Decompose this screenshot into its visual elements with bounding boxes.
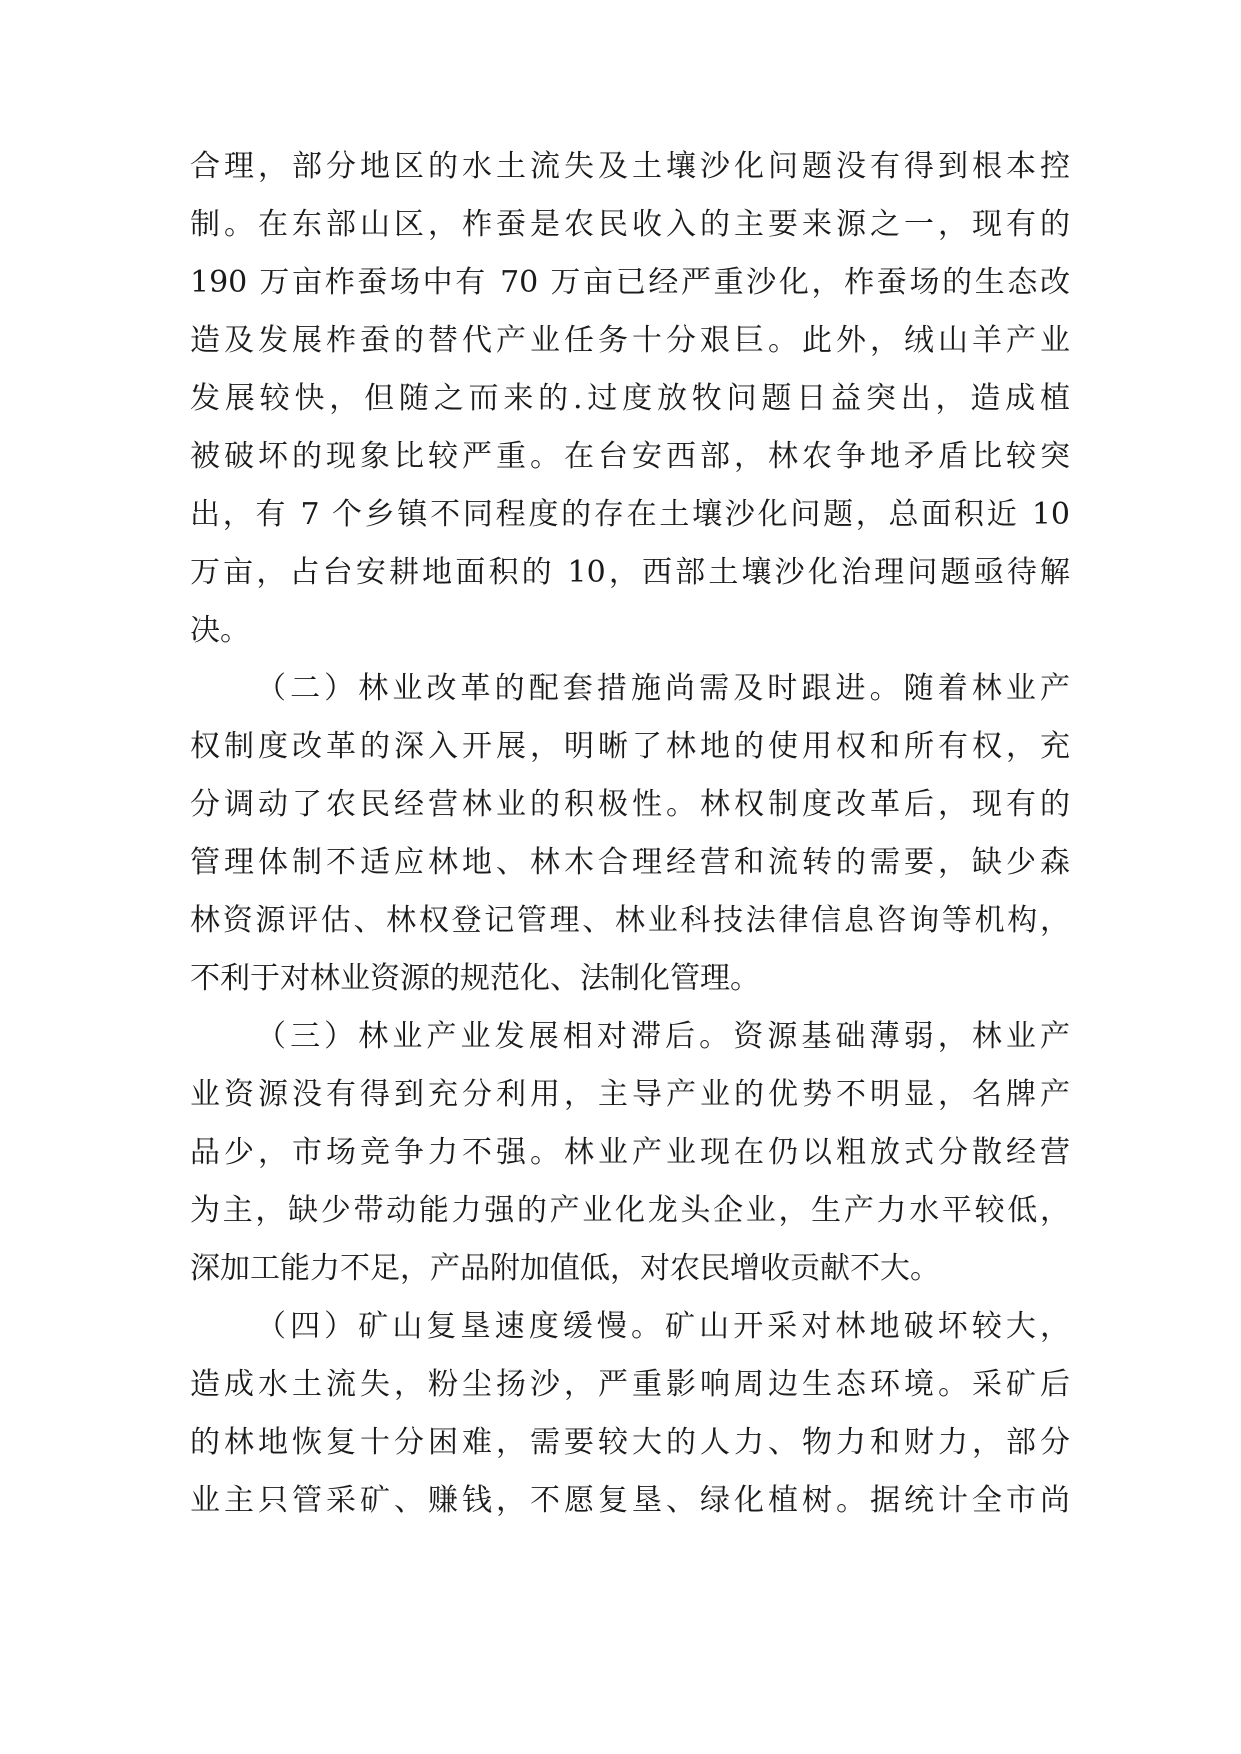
text-line: 权制度改革的深入开展，明晰了林地的使用权和所有权，充 (190, 729, 1070, 764)
text-line: 深加工能力不足，产品附加值低，对农民增收贡献不大。 (190, 1251, 940, 1286)
text-line: 万亩，占台安耕地面积的 10，西部土壤沙化治理问题亟待解 (190, 555, 1070, 590)
text-line: 为主，缺少带动能力强的产业化龙头企业，生产力水平较低， (190, 1193, 1070, 1228)
section-heading-line: （四）矿山复垦速度缓慢。矿山开采对林地破坏较大， (256, 1309, 1070, 1344)
text-line: 业资源没有得到充分利用，主导产业的优势不明显，名牌产 (190, 1077, 1070, 1112)
text-line: 发展较快，但随之而来的.过度放牧问题日益突出，造成植 (190, 381, 1070, 416)
text-line: 造成水土流失，粉尘扬沙，严重影响周边生态环境。采矿后 (190, 1367, 1070, 1402)
body-text (190, 138, 1070, 1530)
text-line: 分调动了农民经营林业的积极性。林权制度改革后，现有的 (190, 787, 1070, 822)
text-line: 不利于对林业资源的规范化、法制化管理。 (190, 961, 760, 996)
text-line: 出，有 7 个乡镇不同程度的存在土壤沙化问题，总面积近 10 (190, 497, 1070, 532)
text-line: 管理体制不适应林地、林木合理经营和流转的需要，缺少森 (190, 845, 1070, 880)
text-line: 被破坏的现象比较严重。在台安西部，林农争地矛盾比较突 (190, 439, 1070, 474)
text-line: 林资源评估、林权登记管理、林业科技法律信息咨询等机构， (190, 903, 1070, 938)
section-heading-line: （二）林业改革的配套措施尚需及时跟进。随着林业产 (256, 671, 1070, 706)
text-line: 品少，市场竞争力不强。林业产业现在仍以粗放式分散经营 (190, 1135, 1070, 1170)
text-line: 的林地恢复十分困难，需要较大的人力、物力和财力，部分 (190, 1425, 1070, 1460)
section-heading-line: （三）林业产业发展相对滞后。资源基础薄弱，林业产 (256, 1019, 1070, 1054)
text-line: 业主只管采矿、赚钱，不愿复垦、绿化植树。据统计全市尚 (190, 1483, 1070, 1518)
text-line: 190 万亩柞蚕场中有 70 万亩已经严重沙化，柞蚕场的生态改 (190, 265, 1070, 300)
text-line: 合理，部分地区的水土流失及土壤沙化问题没有得到根本控 (190, 149, 1070, 184)
text-line: 造及发展柞蚕的替代产业任务十分艰巨。此外，绒山羊产业 (190, 323, 1070, 358)
text-line: 制。在东部山区，柞蚕是农民收入的主要来源之一，现有的 (190, 207, 1070, 242)
text-line: 决。 (190, 613, 250, 648)
